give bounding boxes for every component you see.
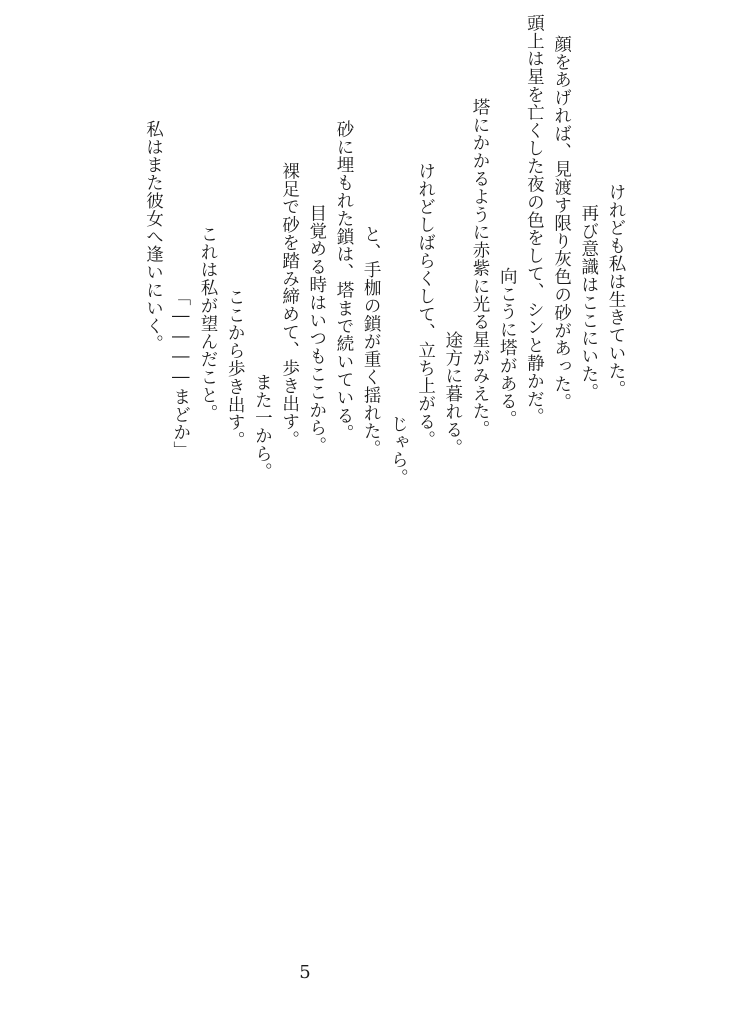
text-line: これは私が望んだこと。: [197, 225, 218, 422]
text-line: 裸足で砂を踏み締めて、歩き出す。: [279, 161, 300, 449]
text-line: また一から。: [252, 372, 273, 481]
vertical-text-body: [139, 14, 629, 487]
text-line: 頭上は星を亡くした夜の色をして、シンと静かだ。: [524, 14, 545, 426]
text-line: 顔をあげれば、見渡す限り灰色の砂があった。: [551, 35, 572, 411]
text-line: と、手枷の鎖が重く揺れた。: [361, 225, 382, 458]
text-line: 目覚める時はいつもここから。: [306, 203, 327, 455]
text-line: 再び意識はここにいた。: [578, 203, 599, 401]
text-line: 途方に暮れる。: [442, 330, 463, 456]
text-line: けれどしばらくして、立ち上がる。: [415, 161, 436, 449]
page-number: 5: [299, 962, 311, 983]
text-line: 塔にかかるように赤紫に光る星がみえた。: [469, 98, 490, 439]
text-line: けれども私は生きていた。: [606, 182, 626, 398]
text-line: ここから歩き出す。: [225, 288, 246, 450]
text-line: 砂に埋もれた鎖は、塔まで続いている。: [333, 119, 354, 442]
text-line: 向こうに塔がある。: [497, 267, 518, 429]
text-line: 「――――まどか」: [170, 288, 191, 460]
text-line: じゃら。: [388, 414, 409, 487]
text-line: 私はまた彼女へ逢いにいく。: [143, 119, 164, 353]
